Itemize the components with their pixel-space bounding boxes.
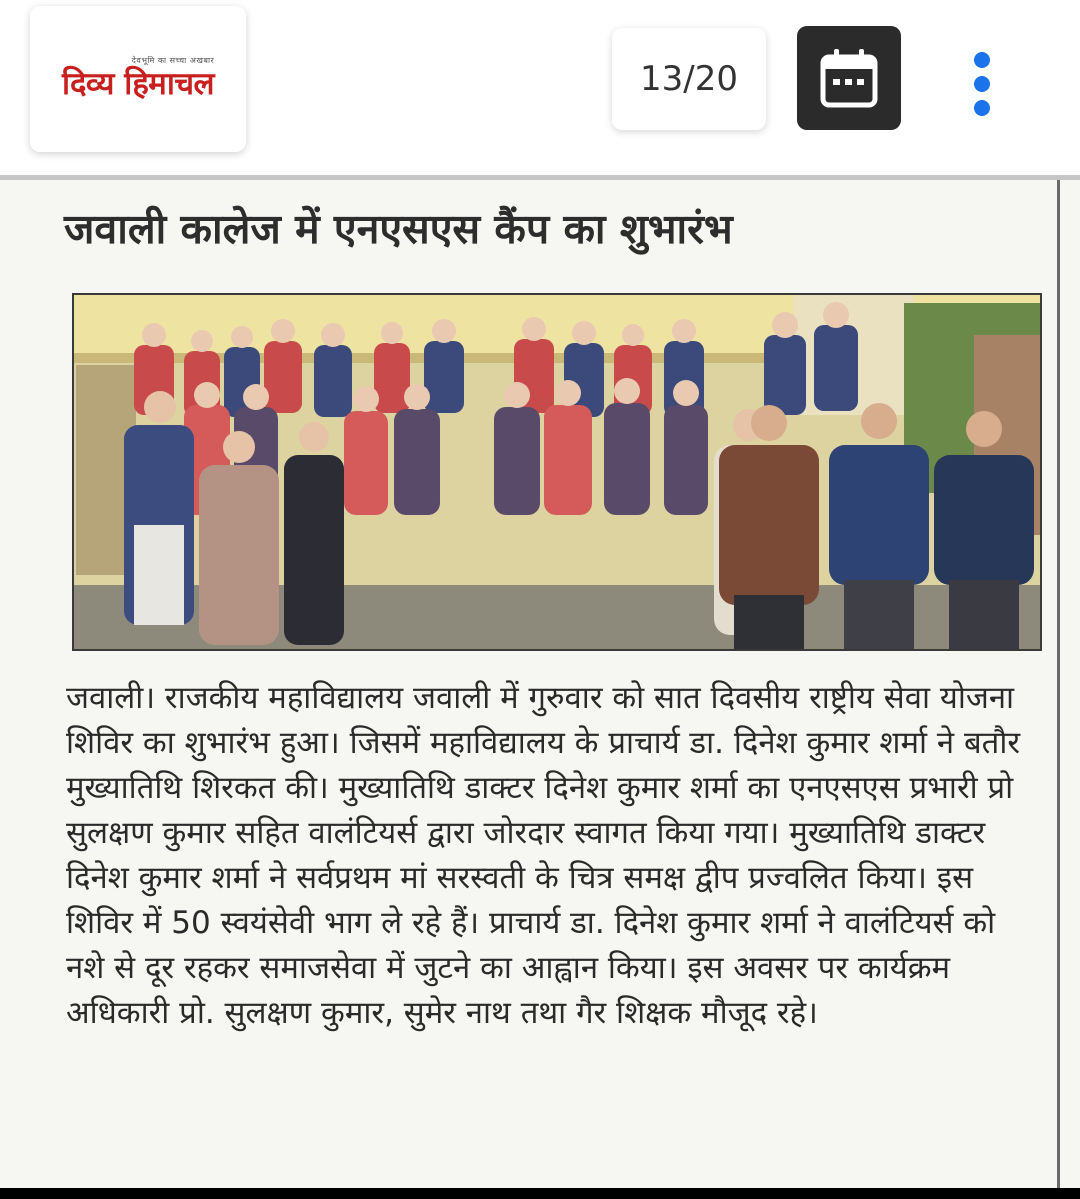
top-app-bar	[0, 0, 1080, 176]
vertical-dots-icon	[972, 52, 992, 116]
calendar-button[interactable]	[797, 26, 901, 130]
article-headline: जवाली कालेज में एनएसएस कैंप का शुभारंभ	[64, 205, 733, 253]
publication-logo[interactable]	[30, 6, 246, 152]
column-rule	[1057, 180, 1060, 1188]
logo-tagline: देवभूमि का सच्चा अखबार	[131, 55, 215, 65]
more-options-button[interactable]	[958, 46, 1006, 122]
calendar-icon	[819, 47, 879, 109]
bottom-edge	[0, 1188, 1080, 1199]
page-counter[interactable]: 13/20	[612, 28, 766, 130]
group-photo-illustration	[74, 295, 1040, 649]
logo-text: दिव्य हिमाचल	[61, 65, 215, 102]
article-body: जवाली। राजकीय महाविद्यालय जवाली में गुरुवार को सात दिवसीय राष्ट्रीय सेवा योजना शिविर का शुभारंभ हुआ। जिसमें महाविद्यालय के प्राचार्य डा. दिनेश कुमार शर्मा ने बतौर मुख्यातिथि शिरकत की। मुख्यातिथि डाक्टर दिनेश कुमार शर्मा का एनएसएस प्रभारी प्रो सुलक्षण कुमार सहित वालंटियर्स द्वारा जोरदार स्वागत किया गया। मुख्यातिथि डाक्टर दिनेश कुमार शर्मा ने सर्वप्रथम मां सरस्वती के चित्र समक्ष द्वीप प्रज्वलित किया। इस शिविर में 50 स्वयंसेवी भाग ले रहे हैं। प्राचार्य डा. दिनेश कुमार शर्मा ने वालंटियर्स को नशे से दूर रहकर समाजसेवा में जुटने का आह्वान किया। इस अवसर पर कार्यक्रम अधिकारी प्रो. सुलक्षण कुमार, सुमेर नाथ तथा गैर शिक्षक मौजूद रहे।	[66, 680, 1021, 1031]
article-photo	[72, 293, 1042, 651]
